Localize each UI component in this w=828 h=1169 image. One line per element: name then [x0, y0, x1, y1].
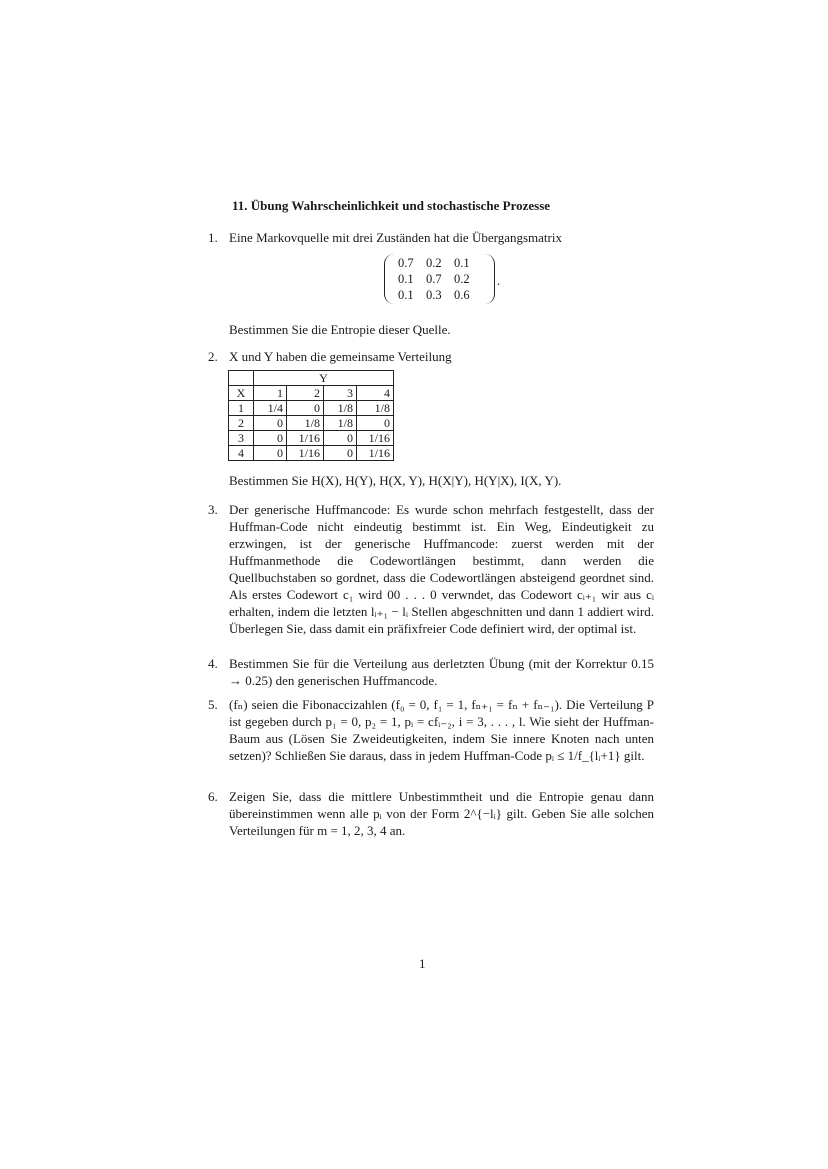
table-cell: 0 — [357, 416, 394, 431]
table-row — [229, 371, 394, 386]
table-y-header: Y — [254, 371, 394, 386]
exercise-number: 5. — [208, 697, 218, 712]
table-corner-cell — [229, 371, 254, 386]
table-row — [229, 401, 394, 416]
matrix-period: . — [497, 274, 501, 288]
table-header-cell: 2 — [287, 386, 324, 401]
table-cell: 1/16 — [357, 431, 394, 446]
matrix-cell: 0.2 — [454, 272, 470, 286]
matrix-row — [398, 272, 482, 287]
exercise-5 — [208, 696, 654, 764]
table-cell: 1/16 — [287, 431, 324, 446]
matrix-cell: 0.7 — [398, 256, 414, 270]
table-cell: 0 — [254, 446, 287, 461]
table-header-cell: 1 — [254, 386, 287, 401]
matrix-right-paren — [484, 254, 495, 304]
exercise-number: 1. — [208, 230, 218, 245]
exercise-text: Zeigen Sie, dass die mittlere Unbestimmtheit und die Entropie genau dann übereinstimmen wenn alle pᵢ von der Form 2^{−lᵢ} gilt. Geben Sie alle solchen Verteilungen für m = 1, 2, 3, 4 an. — [229, 789, 654, 838]
exercise-4 — [208, 655, 654, 689]
exercise-text: X und Y haben die gemeinsame Verteilung — [229, 349, 452, 364]
matrix-cell: 0.3 — [426, 288, 442, 302]
table-row — [229, 416, 394, 431]
table-cell: 0 — [324, 431, 357, 446]
table-cell: 0 — [324, 446, 357, 461]
matrix-row — [398, 256, 482, 271]
exercise-text: Der generische Huffmancode: Es wurde schon mehrfach festgestellt, dass der Huffman-Code nicht eindeutig bestimmt ist. Ein Weg, Eindeutigkeit zu erzwingen, ist der generische Huffmancode: zuerst werden mit der Huffmanmethode die Codewortlängen bestimmt, dann werden die Quellbuchstaben so gordnet, dass die Codewortlängen absteigend geordnet sind. Als erstes Codewort c₁ wird 00 . . . 0 verwndet, das Codewort cᵢ₊₁ wir aus cᵢ erhalten, indem die letzten lᵢ₊₁ − lᵢ Stellen abgeschnitten und dann 1 addiert wird. Überlegen Sie, dass damit ein präfixfreier Code definiert wird, der optimal ist. — [229, 502, 654, 636]
exercise-text: Bestimmen Sie für die Verteilung aus derletzten Übung (mit der Korrektur 0.15 → 0.25) den generischen Huffmancode. — [229, 656, 654, 688]
exercise-1-question: Bestimmen Sie die Entropie dieser Quelle. — [229, 322, 451, 337]
table-cell: 1 — [229, 401, 254, 416]
table-row — [229, 431, 394, 446]
exercise-number: 3. — [208, 502, 218, 517]
table-row — [229, 446, 394, 461]
exercise-2 — [208, 348, 654, 365]
exercise-text: (fₙ) seien die Fibonaccizahlen (f₀ = 0, f₁ = 1, fₙ₊₁ = fₙ + fₙ₋₁). Die Verteilung P ist gegeben durch p₁ = 0, p₂ = 1, pᵢ = cfᵢ₋₂, i = 3, . . . , l. Wie sieht der Huffman-Baum aus (Lösen Sie Zweideutigkeiten, indem Sie innere Knoten nach unten setzen)? Schließen Sie daraus, dass in jedem Huffman-Code pᵢ ≤ 1/f_{lᵢ+1} gilt. — [229, 697, 654, 763]
matrix-cell: 0.1 — [454, 256, 470, 270]
table-row — [229, 386, 394, 401]
matrix-left-paren — [384, 254, 395, 304]
transition-matrix — [384, 254, 504, 304]
exercise-3 — [208, 501, 654, 637]
table-cell: 3 — [229, 431, 254, 446]
table-cell: 0 — [254, 431, 287, 446]
table-cell: 1/8 — [357, 401, 394, 416]
table-cell: 0 — [254, 416, 287, 431]
exercise-number: 2. — [208, 349, 218, 364]
matrix-row — [398, 288, 482, 303]
page-title: 11. Übung Wahrscheinlichkeit und stochastische Prozesse — [232, 198, 551, 213]
exercise-6 — [208, 788, 654, 839]
matrix-cell: 0.6 — [454, 288, 470, 302]
table-header-cell: 3 — [324, 386, 357, 401]
table-cell: 1/4 — [254, 401, 287, 416]
table-header-cell: 4 — [357, 386, 394, 401]
matrix-cell: 0.2 — [426, 256, 442, 270]
table-cell: 1/8 — [324, 416, 357, 431]
exercise-1 — [208, 229, 654, 246]
table-cell: 1/16 — [357, 446, 394, 461]
table-cell: 1/8 — [287, 416, 324, 431]
matrix-cell: 0.7 — [426, 272, 442, 286]
joint-distribution-table — [228, 370, 394, 461]
page-number: 1 — [419, 956, 426, 971]
table-cell: 4 — [229, 446, 254, 461]
table-header-cell: X — [229, 386, 254, 401]
matrix-cell: 0.1 — [398, 272, 414, 286]
table-cell: 1/16 — [287, 446, 324, 461]
exercise-number: 4. — [208, 656, 218, 671]
exercise-2-question: Bestimmen Sie H(X), H(Y), H(X, Y), H(X|Y), H(Y|X), I(X, Y). — [229, 473, 562, 488]
table-cell: 1/8 — [324, 401, 357, 416]
exercise-number: 6. — [208, 789, 218, 804]
table-cell: 0 — [287, 401, 324, 416]
table-cell: 2 — [229, 416, 254, 431]
exercise-text: Eine Markovquelle mit drei Zuständen hat die Übergangsmatrix — [229, 230, 562, 245]
matrix-cell: 0.1 — [398, 288, 414, 302]
